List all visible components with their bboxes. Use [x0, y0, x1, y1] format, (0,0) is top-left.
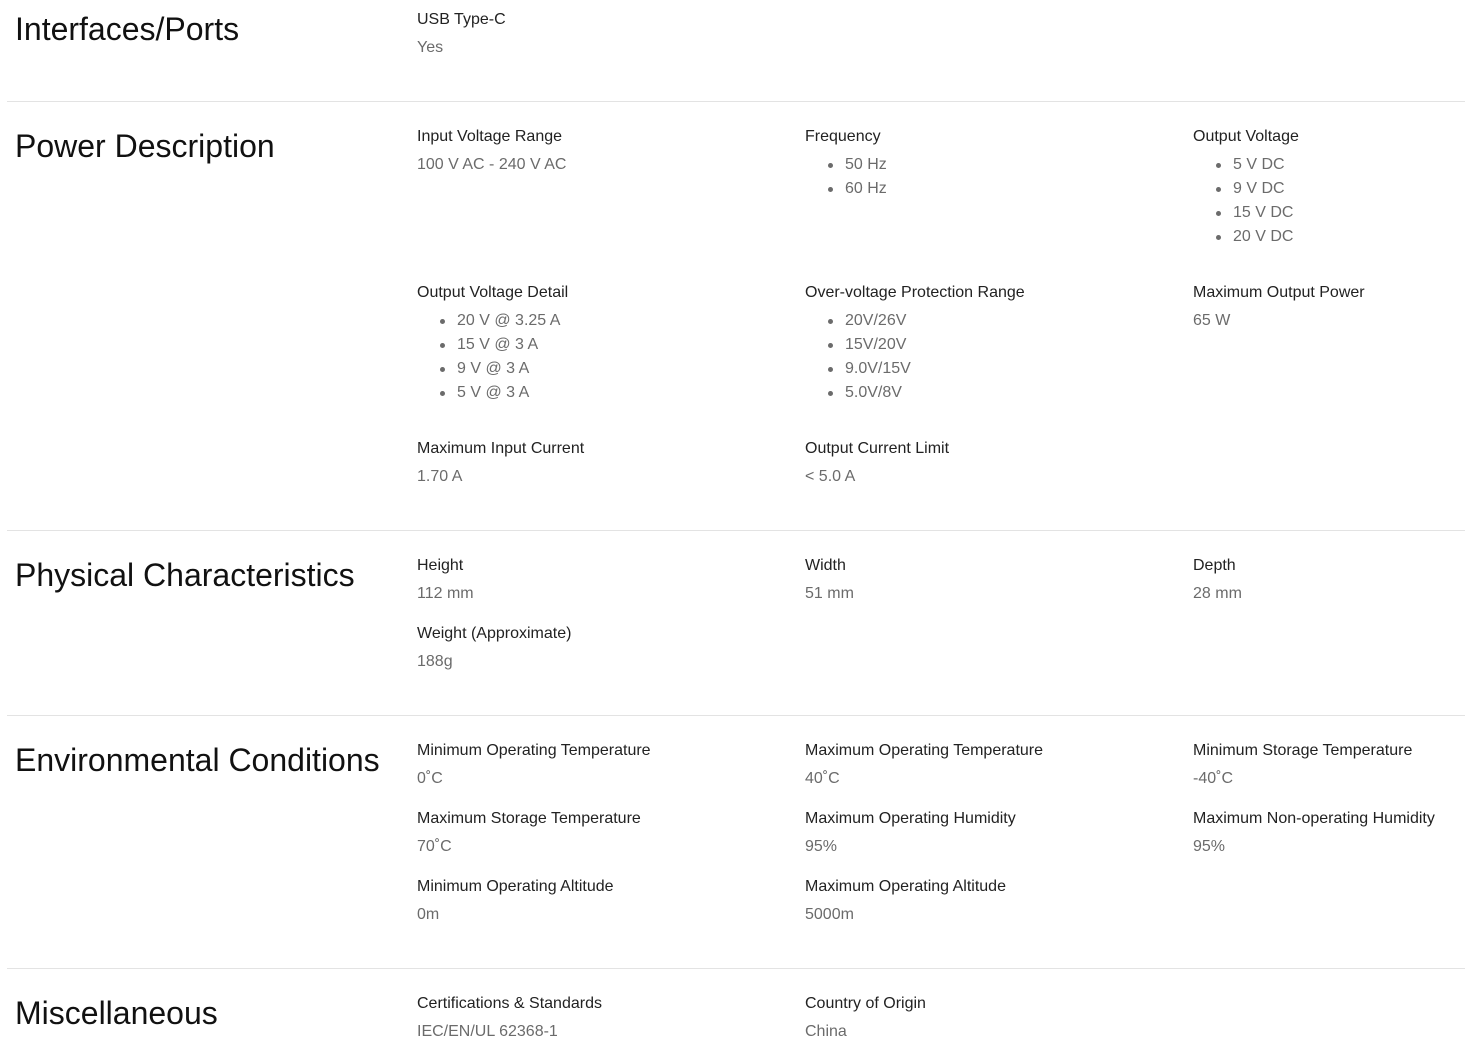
- spec-value-list: [805, 153, 1185, 201]
- spec-min-storage-temperature: [1193, 741, 1453, 789]
- spec-label: USB Type-C: [417, 11, 506, 28]
- section-divider: [7, 968, 1465, 969]
- list-item: 15 V DC: [1193, 201, 1453, 225]
- spec-value: IEC/EN/UL 62368-1: [417, 1023, 558, 1040]
- spec-value: 5000m: [805, 906, 854, 923]
- spec-max-operating-temperature: [805, 741, 1185, 789]
- spec-output-voltage-detail: [417, 283, 797, 405]
- spec-output-voltage: [1193, 127, 1453, 249]
- spec-label: Output Voltage Detail: [417, 284, 569, 301]
- spec-depth: [1193, 556, 1453, 604]
- spec-value: 112 mm: [417, 585, 474, 602]
- spec-value: 70˚C: [417, 838, 452, 855]
- spec-label: Minimum Operating Temperature: [417, 742, 651, 759]
- list-item: 20V/26V: [805, 309, 1185, 333]
- spec-label: Maximum Storage Temperature: [417, 810, 641, 827]
- list-item: 9 V @ 3 A: [417, 357, 797, 381]
- list-item: 5.0V/8V: [805, 381, 1185, 405]
- spec-maximum-output-power: [1193, 283, 1453, 331]
- spec-max-operating-humidity: [805, 809, 1185, 857]
- spec-label: Maximum Operating Temperature: [805, 742, 1044, 759]
- spec-max-operating-altitude: [805, 877, 1185, 925]
- spec-label: Weight (Approximate): [417, 625, 572, 642]
- list-item: 15 V @ 3 A: [417, 333, 797, 357]
- spec-value-list: [1193, 153, 1453, 249]
- list-item: 20 V DC: [1193, 225, 1453, 249]
- spec-height: [417, 556, 797, 604]
- list-item: 50 Hz: [805, 153, 1185, 177]
- list-item: 15V/20V: [805, 333, 1185, 357]
- section-divider: [7, 101, 1465, 102]
- spec-value-list: [805, 309, 1185, 405]
- spec-label: Minimum Storage Temperature: [1193, 742, 1413, 759]
- spec-label: Maximum Operating Humidity: [805, 810, 1016, 827]
- section-divider: [7, 715, 1465, 716]
- section-title: Miscellaneous: [15, 995, 218, 1031]
- spec-output-current-limit: [805, 439, 1185, 487]
- spec-weight: [417, 624, 797, 672]
- spec-label: Width: [805, 557, 846, 574]
- spec-width: [805, 556, 1185, 604]
- spec-label: Frequency: [805, 128, 881, 145]
- spec-min-operating-altitude: [417, 877, 797, 925]
- spec-label: Country of Origin: [805, 995, 926, 1012]
- spec-certifications-standards: [417, 994, 797, 1042]
- spec-value: 40˚C: [805, 770, 840, 787]
- section-title: Physical Characteristics: [15, 557, 355, 593]
- section-title: Interfaces/Ports: [15, 11, 240, 47]
- spec-country-of-origin: [805, 994, 1185, 1042]
- spec-label: Height: [417, 557, 464, 574]
- spec-value: 28 mm: [1193, 585, 1242, 602]
- spec-value: 0˚C: [417, 770, 443, 787]
- list-item: 9 V DC: [1193, 177, 1453, 201]
- spec-value: < 5.0 A: [805, 468, 856, 485]
- spec-value: China: [805, 1023, 847, 1040]
- spec-usb-type-c: [417, 10, 797, 58]
- spec-label: Minimum Operating Altitude: [417, 878, 614, 895]
- spec-over-voltage-protection-range: [805, 283, 1185, 405]
- spec-value: -40˚C: [1193, 770, 1234, 787]
- spec-label: Maximum Output Power: [1193, 284, 1365, 301]
- spec-label: Input Voltage Range: [417, 128, 563, 145]
- section-divider: [7, 530, 1465, 531]
- spec-label: Depth: [1193, 557, 1236, 574]
- spec-value: 100 V AC - 240 V AC: [417, 156, 567, 173]
- spec-value: 188g: [417, 653, 453, 670]
- spec-label: Output Voltage: [1193, 128, 1299, 145]
- section-title: Environmental Conditions: [15, 742, 380, 778]
- spec-input-voltage-range: [417, 127, 797, 175]
- section-title: Power Description: [15, 128, 275, 164]
- list-item: 5 V DC: [1193, 153, 1453, 177]
- spec-label: Over-voltage Protection Range: [805, 284, 1025, 301]
- spec-value: 51 mm: [805, 585, 854, 602]
- spec-value: 1.70 A: [417, 468, 463, 485]
- list-item: 5 V @ 3 A: [417, 381, 797, 405]
- spec-max-non-operating-humidity: [1193, 809, 1458, 857]
- spec-label: Output Current Limit: [805, 440, 950, 457]
- spec-value: 95%: [1193, 838, 1226, 855]
- spec-label: Maximum Operating Altitude: [805, 878, 1006, 895]
- spec-label: Maximum Input Current: [417, 440, 585, 457]
- list-item: 9.0V/15V: [805, 357, 1185, 381]
- spec-min-operating-temperature: [417, 741, 797, 789]
- spec-maximum-input-current: [417, 439, 797, 487]
- spec-label: Certifications & Standards: [417, 995, 602, 1012]
- spec-value: 95%: [805, 838, 838, 855]
- spec-max-storage-temperature: [417, 809, 797, 857]
- spec-value: 65 W: [1193, 312, 1231, 329]
- spec-value-list: [417, 309, 797, 405]
- spec-value: 0m: [417, 906, 440, 923]
- spec-frequency: [805, 127, 1185, 201]
- spec-label: Maximum Non-operating Humidity: [1193, 810, 1435, 827]
- spec-value: Yes: [417, 39, 444, 56]
- list-item: 20 V @ 3.25 A: [417, 309, 797, 333]
- list-item: 60 Hz: [805, 177, 1185, 201]
